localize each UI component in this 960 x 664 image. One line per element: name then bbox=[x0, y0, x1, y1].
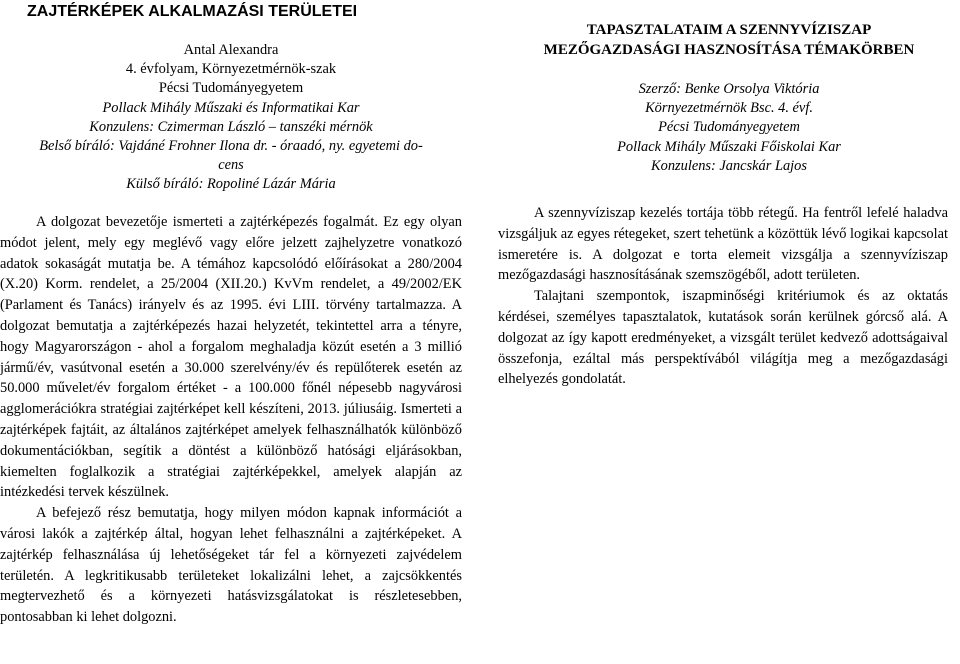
author-year-program: 4. évfolyam, Környezetmérnök-szak bbox=[125, 61, 337, 78]
external-reviewer-line: Külső bíráló: Ropoliné Lázár Mária bbox=[126, 176, 336, 193]
right-faculty-line: Pollack Mihály Műszaki Főiskolai Kar bbox=[617, 138, 841, 155]
left-paragraph-2: A befejező rész bemutatja, hogy milyen módon kapnak információt a városi lakók a zajtérkép által, hogyan lehet felhasználni a zajtérképeket. A zajtérkép felhasználása új lehetőségeket tár fel a környezeti zajvédelem területén. A legkritikusabb területeket lokalizálni lehet, a zajcsökkentés megtervezhető és a környezeti hatásvizsgálatokat is részletesebben, pontosabban ki lehet dolgozni. bbox=[0, 505, 462, 626]
left-author-block bbox=[0, 41, 462, 195]
consultant-line: Konzulens: Czimerman László – tanszéki mérnök bbox=[89, 118, 373, 135]
right-abstract bbox=[498, 203, 948, 390]
right-article-title bbox=[498, 20, 960, 60]
author-university: Pécsi Tudományegyetem bbox=[158, 80, 304, 97]
author-faculty: Pollack Mihály Műszaki és Informatikai Kar bbox=[102, 99, 360, 116]
right-title-line-2: MEZŐGAZDASÁGI HASZNOSÍTÁSA TÉMAKÖRBEN bbox=[543, 42, 915, 58]
right-author-block bbox=[498, 80, 960, 176]
right-paragraph-1: A szennyvíziszap kezelés tortája több rétegű. Ha fentről lefelé haladva vizsgáljuk az egyes rétegeket, szert tehetünk a közöttük lévő logikai kapcsolat ismeretére is. A dolgozat e torta elemeit vizsgálja a szennyvíziszap mezőgazdasági hasznosításának szemszögéből, adott területen. bbox=[498, 205, 948, 284]
left-article-title: ZAJTÉRKÉPEK ALKALMAZÁSI TERÜLETEI bbox=[27, 3, 358, 20]
left-paragraph-1: A dolgozat bevezetője ismerteti a zajtérképezés fogalmát. Ez egy olyan módot jelent, mely egy meglévő vagy előre jelzett zajhelyzetre vonatkozó adatok sokaságát mutatja be. A témához kapcsolódó előírásokat a 280/2004 (X.20) Korm. rendelet, a 25/2004 (XII.20.) KvVm rendelet, a 49/2002/EK (Parlament és Tanács) irányelv és az 1995. évi LIII. törvény tartalmazza. A dolgozat bemutatja a zajtérképezés hazai helyzetét, tekintettel arra a tényre, hogy Magyarországon - ahol a forgalom meghaladja közút esetén a 3 millió jármű/év, vasútvonal esetén a 30.000 szerelvény/év és repülőterek esetén az 50.000 művelet/év forgalom értéket - a 100.000 főnél népesebb nagyvárosi agglomerációkra stratégiai zajtérképet kell készíteni, 2013. júliusáig. Ismerteti a zajtérképek fajtáit, az általános zajtérképet amelyek felhasználhatók különböző dokumentációkban, segítik a döntést a különböző hatósági eljárásokban, kiemelten foglalkozik a stratégiai zajtérképekkel, amelyek alapján az intézkedési tervek készülnek. bbox=[0, 214, 462, 501]
right-program-line: Környezetmérnök Bsc. 4. évf. bbox=[645, 100, 813, 117]
internal-reviewer-line: Belső bíráló: Vajdáné Frohner Ilona dr. - óraadó, ny. egyetemi do- bbox=[39, 138, 423, 155]
right-author-line: Szerző: Benke Orsolya Viktória bbox=[638, 81, 820, 97]
right-paragraph-2: Talajtani szempontok, iszapminőségi kritériumok és az oktatás kérdései, személyes tapasztalatok, kutatások során kerülnek górcső alá. A dolgozat az így kapott eredményeket, a vizsgált terület kedvező adottságaival összefonja, ezáltal más perspektívából világítja meg a mezőgazdasági elhelyezés gondolatát. bbox=[498, 288, 948, 388]
right-university-line: Pécsi Tudományegyetem bbox=[658, 119, 800, 136]
internal-reviewer-line-cont: cens bbox=[218, 157, 244, 174]
right-title-line-1: TAPASZTALATAIM A SZENNYVÍZISZAP bbox=[586, 22, 872, 38]
author-name: Antal Alexandra bbox=[183, 42, 279, 58]
left-abstract bbox=[0, 212, 462, 628]
right-consultant-line: Konzulens: Jancskár Lajos bbox=[651, 157, 807, 174]
